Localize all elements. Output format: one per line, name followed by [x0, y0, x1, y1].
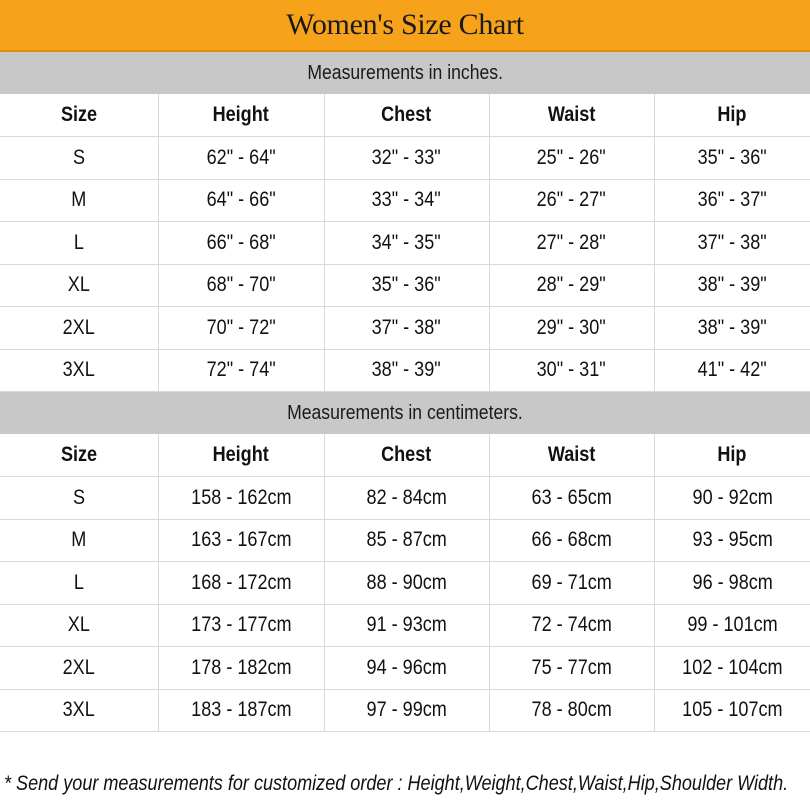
- size-cell: XL: [0, 264, 158, 307]
- table-row: [0, 222, 810, 265]
- height-cell: 72" - 74": [158, 349, 324, 392]
- chest-cell: 33" - 34": [324, 179, 489, 222]
- centimeters-header-row: [0, 434, 810, 477]
- table-row: [0, 477, 810, 520]
- waist-cell: 78 - 80cm: [489, 689, 654, 732]
- column-header-waist: Waist: [489, 434, 654, 477]
- size-cell: M: [0, 519, 158, 562]
- table-row: [0, 519, 810, 562]
- waist-cell: 30" - 31": [489, 349, 654, 392]
- column-header-height: Height: [158, 94, 324, 137]
- size-cell: 2XL: [0, 647, 158, 690]
- hip-cell: 35" - 36": [654, 137, 810, 180]
- size-cell: S: [0, 137, 158, 180]
- height-cell: 64" - 66": [158, 179, 324, 222]
- inches-section-header: [0, 52, 810, 94]
- waist-cell: 25" - 26": [489, 137, 654, 180]
- size-cell: S: [0, 477, 158, 520]
- waist-cell: 29" - 30": [489, 307, 654, 350]
- height-cell: 173 - 177cm: [158, 604, 324, 647]
- height-cell: 183 - 187cm: [158, 689, 324, 732]
- waist-cell: 28" - 29": [489, 264, 654, 307]
- title-bar: [0, 0, 810, 52]
- hip-cell: 93 - 95cm: [654, 519, 810, 562]
- hip-cell: 41" - 42": [654, 349, 810, 392]
- height-cell: 178 - 182cm: [158, 647, 324, 690]
- centimeters-section-header: [0, 392, 810, 434]
- chest-cell: 82 - 84cm: [324, 477, 489, 520]
- waist-cell: 75 - 77cm: [489, 647, 654, 690]
- column-header-height: Height: [158, 434, 324, 477]
- column-header-size: Size: [0, 94, 158, 137]
- inches-section-title: Measurements in inches.: [307, 61, 503, 84]
- chest-cell: 91 - 93cm: [324, 604, 489, 647]
- height-cell: 66" - 68": [158, 222, 324, 265]
- column-header-size: Size: [0, 434, 158, 477]
- size-cell: L: [0, 562, 158, 605]
- hip-cell: 99 - 101cm: [654, 604, 810, 647]
- waist-cell: 72 - 74cm: [489, 604, 654, 647]
- chest-cell: 88 - 90cm: [324, 562, 489, 605]
- column-header-hip: Hip: [654, 434, 810, 477]
- size-cell: 3XL: [0, 689, 158, 732]
- waist-cell: 66 - 68cm: [489, 519, 654, 562]
- table-row: [0, 307, 810, 350]
- table-row: [0, 562, 810, 605]
- hip-cell: 37" - 38": [654, 222, 810, 265]
- size-cell: L: [0, 222, 158, 265]
- table-row: [0, 604, 810, 647]
- table-row: [0, 137, 810, 180]
- footer-note-text: * Send your measurements for customized order : Height,Weight,Chest,Waist,Hip,Shoulder Width.: [4, 772, 789, 795]
- column-header-chest: Chest: [324, 434, 489, 477]
- centimeters-section-title: Measurements in centimeters.: [287, 401, 523, 424]
- hip-cell: 36" - 37": [654, 179, 810, 222]
- size-cell: XL: [0, 604, 158, 647]
- page-title: Women's Size Chart: [286, 8, 524, 41]
- height-cell: 158 - 162cm: [158, 477, 324, 520]
- hip-cell: 90 - 92cm: [654, 477, 810, 520]
- column-header-chest: Chest: [324, 94, 489, 137]
- table-row: [0, 349, 810, 392]
- size-cell: 2XL: [0, 307, 158, 350]
- chest-cell: 97 - 99cm: [324, 689, 489, 732]
- size-cell: M: [0, 179, 158, 222]
- waist-cell: 63 - 65cm: [489, 477, 654, 520]
- table-row: [0, 647, 810, 690]
- inches-header-row: [0, 94, 810, 137]
- table-row: [0, 264, 810, 307]
- centimeters-table: [0, 434, 810, 732]
- hip-cell: 38" - 39": [654, 264, 810, 307]
- height-cell: 68" - 70": [158, 264, 324, 307]
- chest-cell: 32" - 33": [324, 137, 489, 180]
- chest-cell: 34" - 35": [324, 222, 489, 265]
- waist-cell: 26" - 27": [489, 179, 654, 222]
- chest-cell: 94 - 96cm: [324, 647, 489, 690]
- chest-cell: 85 - 87cm: [324, 519, 489, 562]
- hip-cell: 38" - 39": [654, 307, 810, 350]
- waist-cell: 69 - 71cm: [489, 562, 654, 605]
- table-row: [0, 179, 810, 222]
- chest-cell: 38" - 39": [324, 349, 489, 392]
- hip-cell: 105 - 107cm: [654, 689, 810, 732]
- chest-cell: 35" - 36": [324, 264, 489, 307]
- height-cell: 70" - 72": [158, 307, 324, 350]
- waist-cell: 27" - 28": [489, 222, 654, 265]
- hip-cell: 102 - 104cm: [654, 647, 810, 690]
- hip-cell: 96 - 98cm: [654, 562, 810, 605]
- height-cell: 62" - 64": [158, 137, 324, 180]
- size-cell: 3XL: [0, 349, 158, 392]
- chest-cell: 37" - 38": [324, 307, 489, 350]
- column-header-waist: Waist: [489, 94, 654, 137]
- footer-note: [0, 764, 810, 804]
- height-cell: 163 - 167cm: [158, 519, 324, 562]
- column-header-hip: Hip: [654, 94, 810, 137]
- inches-table: [0, 94, 810, 392]
- height-cell: 168 - 172cm: [158, 562, 324, 605]
- table-row: [0, 689, 810, 732]
